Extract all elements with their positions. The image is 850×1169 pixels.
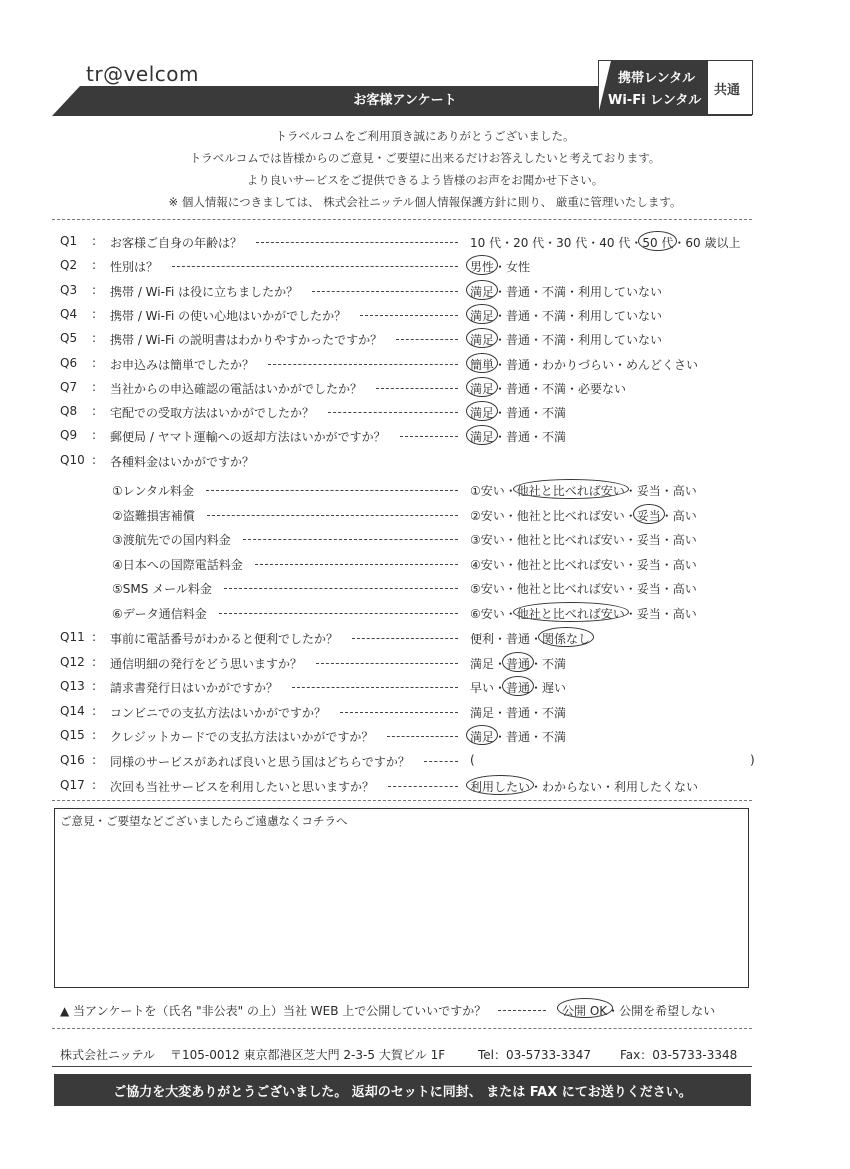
colon: : [92, 777, 97, 792]
leader-dashes [219, 613, 458, 614]
question-text: 携帯 / Wi-Fi の説明書はわかりやすかったですか？ [110, 333, 383, 348]
question-text: 事前に電話番号がわかると便利でしたか？ [110, 632, 339, 646]
leader-dashes [352, 638, 458, 639]
answer-options[interactable]: 便利・普通・関係なし [470, 632, 591, 646]
answer-options[interactable]: 満足・普通・不満 [470, 730, 567, 745]
footer-message: ご協力を大変ありがとうございました。 返却のセットに同封、 または FAX にてお送りください。 [113, 1085, 692, 1100]
question-number: Q17 [60, 777, 85, 792]
question-text: お申込みは簡単でしたか？ [110, 357, 255, 372]
leader-dashes [255, 564, 458, 565]
leader-dashes [292, 687, 458, 688]
question-text: 性別は？ [110, 260, 159, 275]
answer-circle [466, 280, 498, 300]
colon: : [92, 703, 97, 718]
leader-dashes [206, 490, 458, 491]
divider [52, 1028, 752, 1029]
question-number: Q1 [60, 234, 78, 248]
leader-dashes [387, 736, 458, 737]
q10-item-text: ⑤SMS メール料金 [112, 582, 212, 596]
corner-common-tag: 共通 [714, 83, 741, 98]
answer-circle [466, 304, 498, 324]
answer-options[interactable]: 10 代・20 代・30 代・40 代・50 代・60 歳以上 [470, 236, 741, 250]
leader-dashes [224, 588, 458, 589]
colon: : [92, 331, 97, 346]
answer-options-end: ) [750, 753, 755, 767]
answer-circle [513, 479, 629, 499]
question-number: Q9 [60, 428, 78, 443]
colon: : [92, 234, 97, 248]
question-number: Q15 [60, 728, 85, 743]
colon: : [92, 258, 97, 273]
answer-options[interactable]: 満足・普通・不満 [470, 406, 567, 421]
q10-item-text: ③渡航先での国内料金 [112, 533, 231, 547]
leader-dashes [376, 388, 458, 389]
answer-options[interactable]: 満足・普通・不満 [470, 430, 567, 445]
question-number: Q5 [60, 331, 78, 346]
question-text: 通信明細の発行をどう思いますか？ [110, 656, 303, 671]
answer-options[interactable]: 満足・普通・不満・利用していない [470, 333, 663, 348]
divider [52, 219, 752, 220]
colon: : [92, 404, 97, 419]
question-number: Q4 [60, 306, 78, 321]
q10-item-text: ④日本への国際電話料金 [112, 557, 243, 572]
q10-item-text: ②盗難損害補償 [112, 508, 195, 523]
question-text: 各種料金はいかがですか？ [110, 454, 255, 469]
travelcom-logo: tr@velcom [86, 62, 199, 86]
colon: : [92, 379, 97, 394]
question-number: Q13 [60, 679, 85, 694]
question-number: Q12 [60, 654, 85, 669]
intro-line-3: より良いサービスをご提供できるよう皆様のお声をお聞かせ下さい。 [246, 173, 604, 187]
leader-dashes [207, 515, 458, 516]
answer-circle [502, 652, 534, 672]
answer-circle [513, 602, 629, 622]
intro-line-2: トラベルコムでは皆様からのご意見・ご要望に出来るだけお答えしたいと考えております。 [189, 151, 661, 165]
question-text: 請求書発行日はいかがですか？ [110, 681, 279, 696]
answer-options[interactable]: ⑥安い・他社と比べれば安い・妥当・高い [470, 606, 697, 621]
question-number: Q10 [60, 452, 85, 467]
leader-dashes [424, 761, 458, 762]
q10-item-text: ①レンタル料金 [112, 484, 194, 498]
question-text: 携帯 / Wi-Fi の使い心地はいかがでしたか？ [110, 308, 347, 323]
answer-circle [557, 998, 613, 1018]
company-name: 株式会社ニッテル [60, 1048, 155, 1062]
publish-question: ▲ 当アンケートを（氏名 "非公表" の上）当社 WEB 上で公開していいですか？ [60, 1004, 487, 1018]
company-address: 〒105-0012 東京都港区芝大門 2-3-5 大賀ビル 1F [170, 1048, 446, 1062]
leader-dashes [172, 266, 458, 267]
colon: : [92, 753, 97, 767]
question-number: Q11 [60, 630, 85, 644]
comment-label: ご意見・ご要望などございましたらご遠慮なくコチラへ [60, 814, 348, 828]
answer-options[interactable]: 満足・普通・不満・利用していない [470, 308, 663, 323]
comment-box[interactable] [54, 808, 749, 988]
answer-options[interactable]: 早い・普通・遅い [470, 681, 567, 696]
leader-dashes [400, 436, 458, 437]
question-text: 郵便局 / ヤマト運輸への返却方法はいかがですか？ [110, 430, 386, 445]
question-text: 宅配での受取方法はいかがでしたか？ [110, 406, 315, 421]
question-number: Q8 [60, 404, 78, 419]
answer-options[interactable]: 満足・普通・不満・利用していない [470, 284, 663, 299]
company-fax: Fax：03-5733-3348 [620, 1048, 738, 1062]
leader-dashes [312, 291, 458, 292]
colon: : [92, 654, 97, 669]
leader-dashes [316, 663, 458, 664]
question-number: Q3 [60, 282, 78, 297]
colon: : [92, 306, 97, 321]
colon: : [92, 428, 97, 443]
question-number: Q6 [60, 355, 78, 370]
colon: : [92, 282, 97, 297]
leader-dashes [243, 539, 458, 540]
question-text: 携帯 / Wi-Fi は役に立ちましたか？ [110, 284, 299, 299]
leader-dashes [256, 242, 458, 243]
colon: : [92, 728, 97, 743]
answer-options[interactable]: ①安い・他社と比べれば安い・妥当・高い [470, 484, 697, 498]
question-number: Q14 [60, 703, 85, 718]
leader-dashes [360, 315, 458, 316]
question-number: Q7 [60, 379, 78, 394]
question-text: コンビニでの支払方法はいかがですか？ [110, 705, 327, 720]
survey-title: お客様アンケート [353, 93, 457, 108]
corner-mobile-rental: 携帯レンタル [618, 71, 696, 86]
question-text: 当社からの申込確認の電話はいかがでしたか？ [110, 381, 363, 396]
colon: : [92, 452, 97, 467]
question-number: Q2 [60, 258, 78, 273]
answer-options[interactable]: ⑤安い・他社と比べれば安い・妥当・高い [470, 582, 697, 596]
leader-dashes [340, 712, 458, 713]
intro-line-4: ※ 個人情報につきましては、 株式会社ニッテル個人情報保護方針に則り、 厳重に管理いたします。 [168, 195, 682, 209]
colon: : [92, 355, 97, 370]
publish-options[interactable]: 公開 OK・公開を希望しない [562, 1004, 716, 1018]
answer-circle [466, 401, 498, 421]
answer-options[interactable]: 男性・女性 [470, 260, 531, 275]
leader-dashes [268, 364, 458, 365]
question-text: お客様ご自身の年齢は？ [110, 236, 243, 250]
answer-options[interactable]: ④安い・他社と比べれば安い・妥当・高い [470, 557, 697, 572]
question-text: 同様のサービスがあれば良いと思う国はどちらですか？ [110, 755, 410, 769]
intro-line-1: トラベルコムをご利用頂き誠にありがとうございました。 [275, 129, 575, 143]
answer-options[interactable]: ( [470, 753, 475, 767]
q10-item-text: ⑥データ通信料金 [112, 606, 207, 621]
question-text: クレジットカードでの支払方法はいかがですか？ [110, 730, 374, 745]
leader-dashes [498, 1010, 546, 1011]
answer-circle [466, 775, 534, 795]
answer-options[interactable]: ②安い・他社と比べれば安い・妥当・高い [470, 508, 697, 523]
leader-dashes [328, 412, 458, 413]
answer-circle [538, 627, 594, 647]
answer-circle [466, 377, 498, 397]
divider [52, 1066, 752, 1067]
colon: : [92, 679, 97, 694]
colon: : [92, 630, 97, 644]
answer-circle [633, 504, 665, 524]
corner-wifi-rental: Wi-Fi レンタル [608, 93, 702, 108]
answer-options[interactable]: 利用したい・わからない・利用したくない [470, 779, 699, 794]
divider [52, 800, 752, 801]
answer-options[interactable]: 簡単・普通・わかりづらい・めんどくさい [470, 357, 699, 372]
company-tel: Tel：03-5733-3347 [478, 1048, 592, 1062]
answer-options[interactable]: 満足・普通・不満 [470, 656, 567, 671]
question-text: 次回も当社サービスを利用したいと思いますか？ [110, 779, 375, 794]
leader-dashes [388, 786, 458, 787]
answer-options[interactable]: ③安い・他社と比べれば安い・妥当・高い [470, 533, 697, 547]
answer-circle [466, 353, 498, 373]
question-number: Q16 [60, 753, 85, 767]
leader-dashes [396, 339, 458, 340]
answer-options[interactable]: 満足・普通・不満 [470, 705, 567, 720]
answer-options[interactable]: 満足・普通・不満・必要ない [470, 381, 627, 396]
